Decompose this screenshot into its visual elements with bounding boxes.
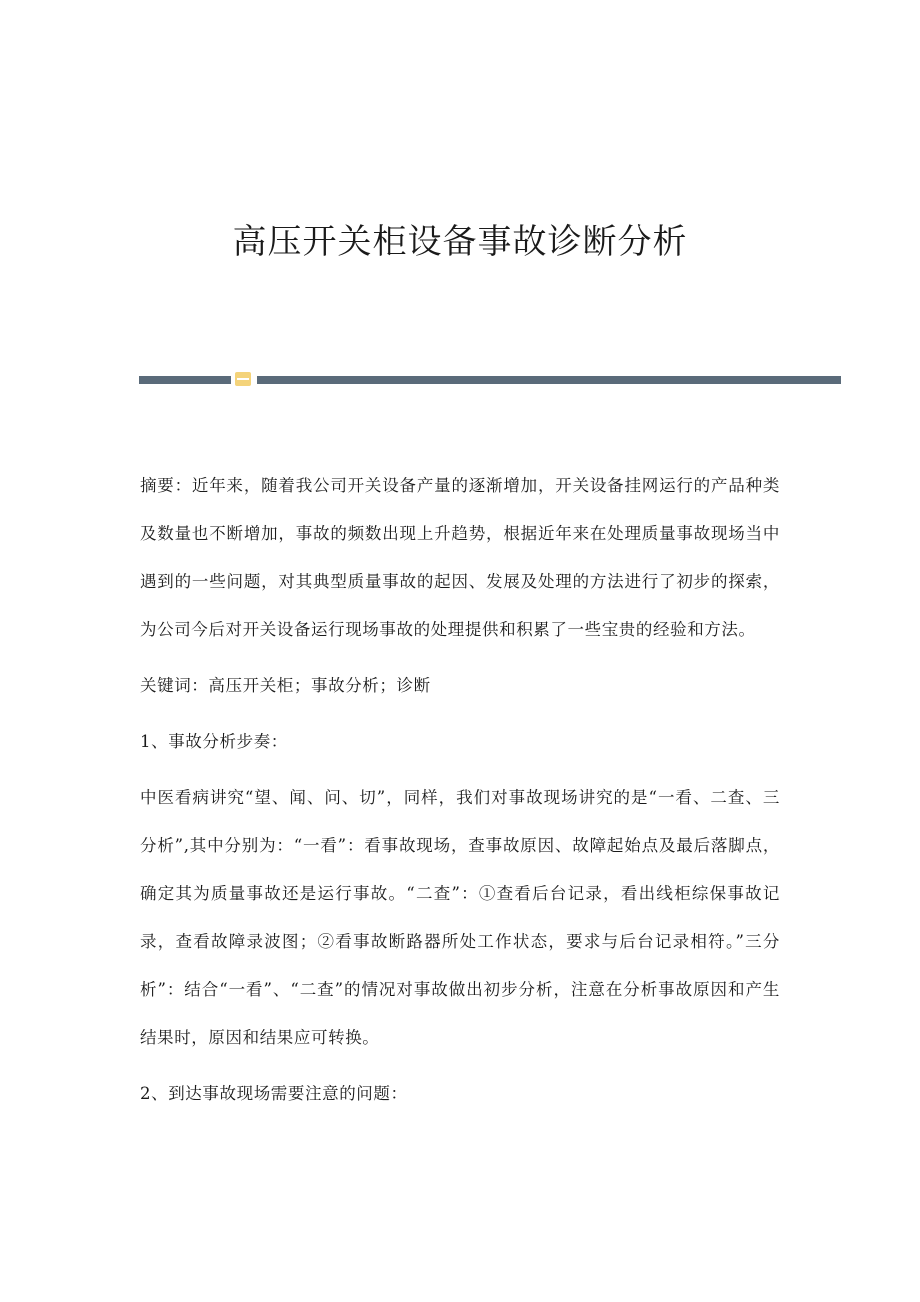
document-title: 高压开关柜设备事故诊断分析: [232, 222, 688, 262]
section-1-heading: 1、事故分析步奏：: [140, 732, 288, 751]
abstract-paragraph: 摘要：近年来，随着我公司开关设备产量的逐渐增加，开关设备挂网运行的产品种类及数量也不断增加，事故的频数出现上升趋势，根据近年来在处理质量事故现场当中遇到的一些问题，对其典型质量事故的起因、发展及处理的方法进行了初步的探索，为公司今后对开关设备运行现场事故的处理提供和积累了一些宝贵的经验和方法。: [140, 476, 780, 639]
divider-badge-icon: [235, 372, 251, 386]
title-divider: [139, 372, 841, 386]
keywords-line: 关键词：高压开关柜；事故分析；诊断: [140, 676, 431, 695]
divider-right-bar: [257, 376, 841, 384]
section-1-body: 中医看病讲究“望、闻、问、切”，同样，我们对事故现场讲究的是“一看、二查、三分析”,其中分别为：“一看”：看事故现场，查事故原因、故障起始点及最后落脚点，确定其为质量事故还是运行事故。“二查”：①查看后台记录，看出线柜综保事故记录，查看故障录波图；②看事故断路器所处工作状态，要求与后台记录相符。”三分析”：结合“一看”、“二查”的情况对事故做出初步分析，注意在分析事故原因和产生结果时，原因和结果应可转换。: [140, 788, 780, 1047]
divider-left-bar: [139, 376, 231, 384]
section-2-heading: 2、到达事故现场需要注意的问题：: [140, 1084, 408, 1103]
document-body: [140, 462, 780, 1126]
